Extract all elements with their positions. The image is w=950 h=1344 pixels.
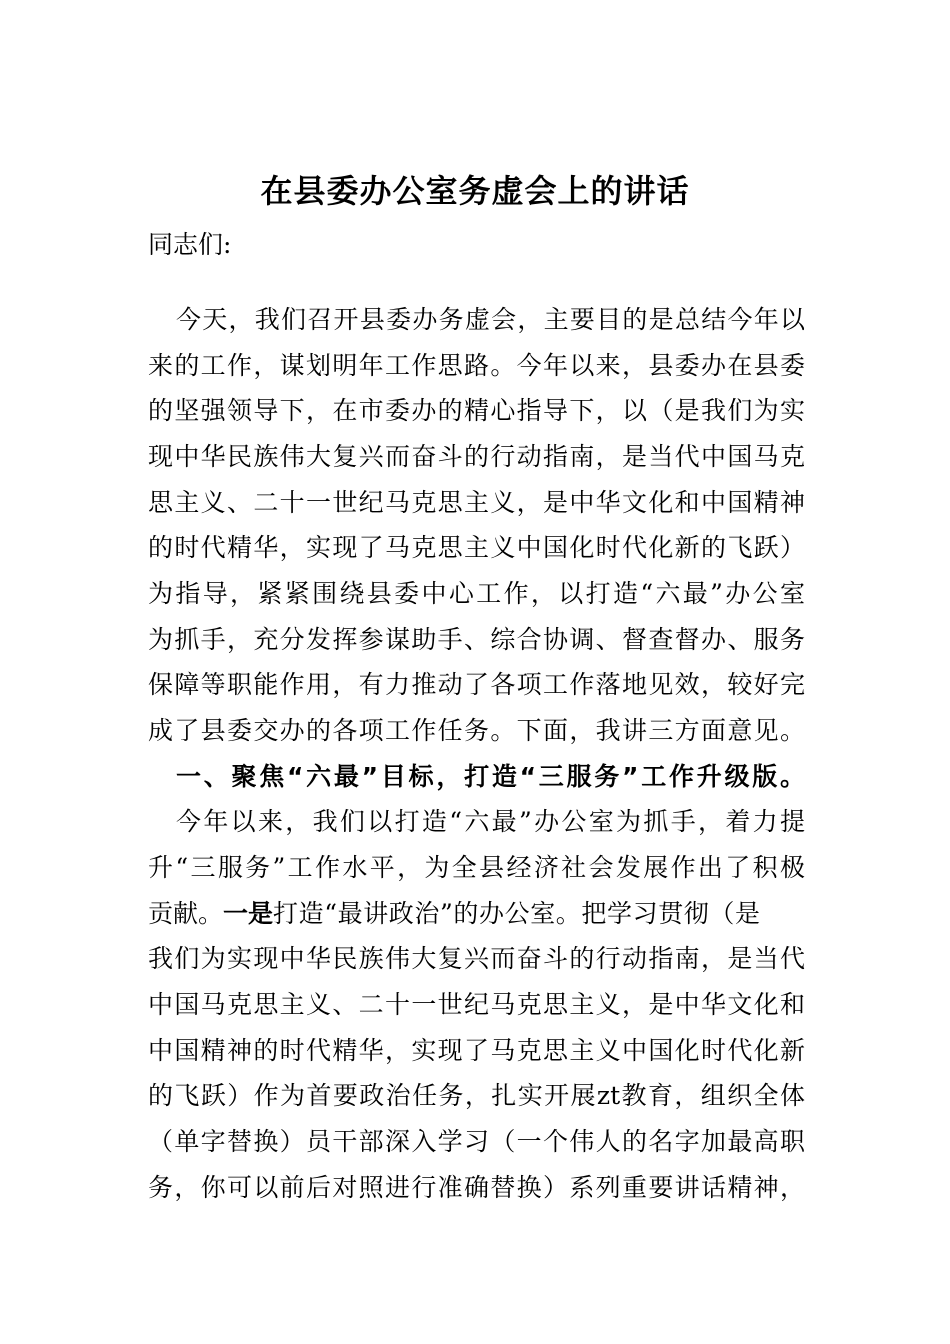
- paragraph-line: 现中华民族伟大复兴而奋斗的行动指南，是当代中国马克: [148, 442, 805, 471]
- paragraph-line: 我们为实现中华民族伟大复兴而奋斗的行动指南，是当代: [148, 944, 805, 973]
- paragraph-line: 为抓手，充分发挥参谋助手、综合协调、督查督办、服务: [148, 625, 805, 654]
- paragraph-line: [148, 894, 805, 934]
- emphasis-text: 一是: [223, 899, 274, 928]
- paragraph-line: 今年以来，我们以打造“六最”办公室为抓手，着力提: [176, 807, 805, 836]
- paragraph-line: 今天，我们召开县委办务虚会，主要目的是总结今年以: [176, 305, 805, 334]
- line-text: 打造“最讲政治”的办公室。把学习贯彻（是: [273, 899, 761, 928]
- salutation: 同志们:: [148, 230, 232, 259]
- line-text: 贡献。: [148, 899, 224, 928]
- paragraph-line: 为指导，紧紧围绕县委中心工作，以打造“六最”办公室: [148, 579, 805, 608]
- paragraph-line: 保障等职能作用，有力推动了各项工作落地见效，较好完: [148, 670, 805, 699]
- section-heading: 一、聚焦“六最”目标，打造“三服务”工作升级版。: [176, 762, 805, 791]
- paragraph-line: 务，你可以前后对照进行准确替换）系列重要讲话精神，: [148, 1173, 805, 1202]
- paragraph-line: 中国马克思主义、二十一世纪马克思主义，是中华文化和: [148, 990, 805, 1019]
- paragraph-line: 思主义、二十一世纪马克思主义，是中华文化和中国精神: [148, 488, 805, 517]
- paragraph-line: 来的工作，谋划明年工作思路。今年以来，县委办在县委: [148, 351, 805, 380]
- paragraph-line: 的坚强领导下，在市委办的精心指导下，以（是我们为实: [148, 396, 805, 425]
- paragraph-line: 成了县委交办的各项工作任务。下面，我讲三方面意见。: [148, 716, 805, 745]
- document-title: 在县委办公室务虚会上的讲话: [260, 172, 690, 210]
- paragraph-line: （单字替换）员干部深入学习（一个伟人的名字加最高职: [148, 1127, 805, 1156]
- paragraph-line: 的飞跃）作为首要政治任务，扎实开展zt教育，组织全体: [148, 1081, 805, 1110]
- paragraph-line: 中国精神的时代精华，实现了马克思主义中国化时代化新: [148, 1036, 805, 1065]
- paragraph-line: 的时代精华，实现了马克思主义中国化时代化新的飞跃）: [148, 533, 805, 562]
- paragraph-line: 升“三服务”工作水平，为全县经济社会发展作出了积极: [148, 853, 805, 882]
